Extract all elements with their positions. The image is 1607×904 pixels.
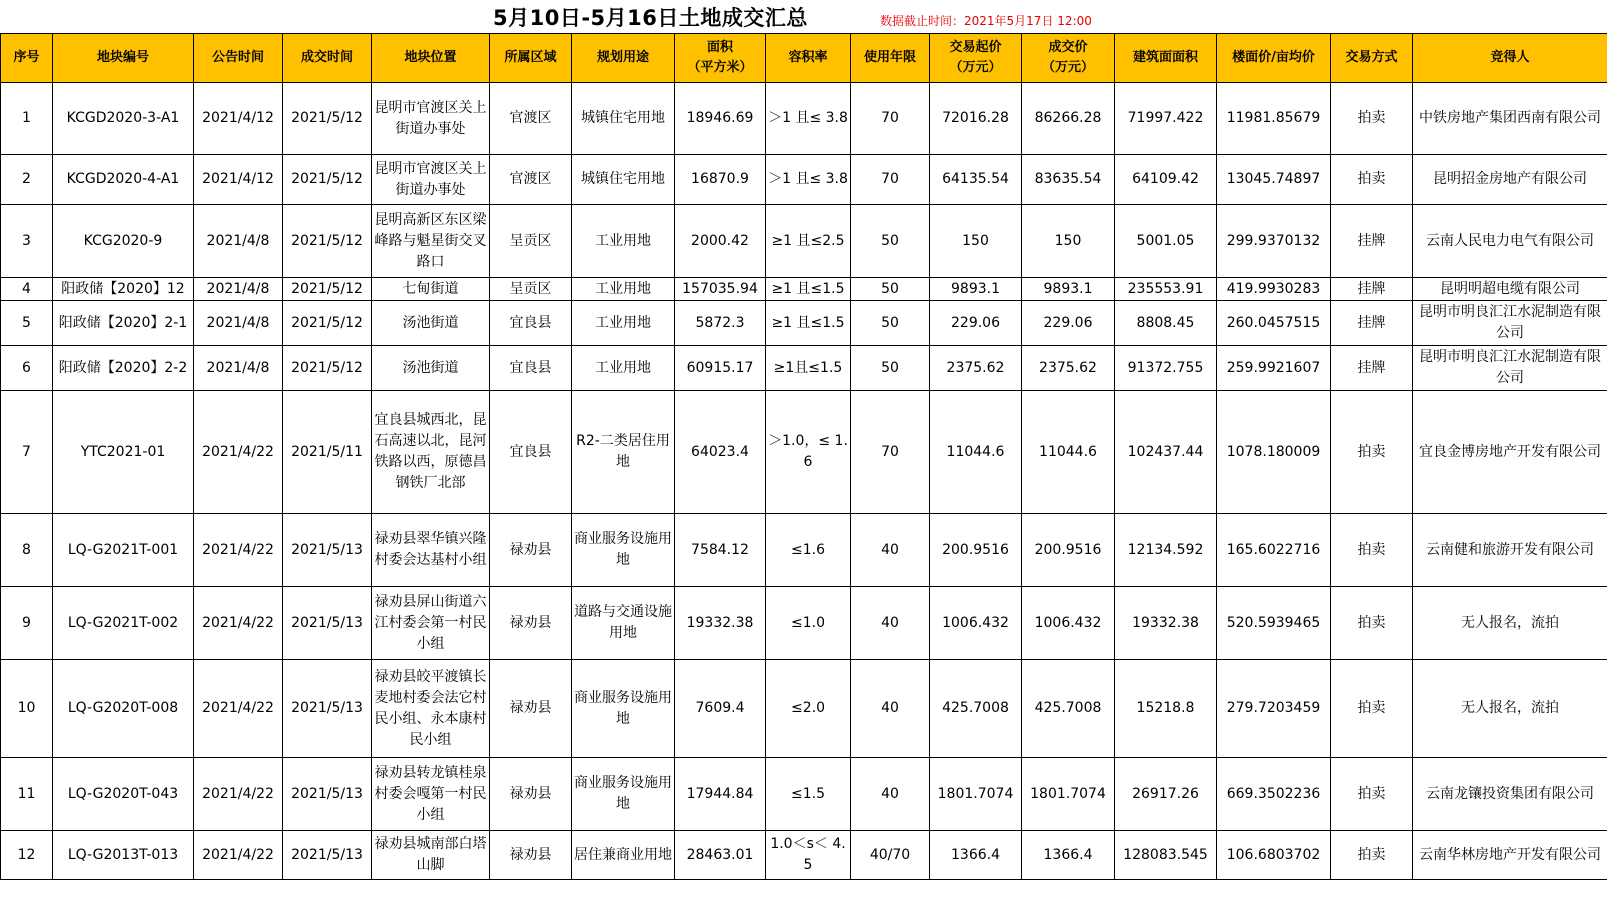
cell-deal_price: 11044.6 bbox=[1022, 391, 1115, 514]
cell-deal_price: 9893.1 bbox=[1022, 278, 1115, 301]
cell-winner: 云南华林房地产开发有限公司 bbox=[1413, 831, 1607, 880]
cell-start_price: 11044.6 bbox=[930, 391, 1022, 514]
cell-announce: 2021/4/12 bbox=[194, 155, 283, 205]
cell-far: ≤1.6 bbox=[766, 514, 851, 587]
cell-location: 禄劝县屏山街道六江村委会第一村民小组 bbox=[372, 587, 490, 660]
cell-build_area: 15218.8 bbox=[1115, 660, 1217, 758]
cell-no: 10 bbox=[1, 660, 53, 758]
cell-method: 拍卖 bbox=[1331, 587, 1413, 660]
cell-deal: 2021/5/12 bbox=[283, 205, 372, 278]
cell-code: LQ-G2021T-001 bbox=[53, 514, 194, 587]
table-row bbox=[1, 391, 1607, 514]
header-unit_price: 楼面价/亩均价 bbox=[1217, 34, 1331, 83]
cell-years: 50 bbox=[851, 301, 930, 346]
cell-years: 50 bbox=[851, 278, 930, 301]
header-code: 地块编号 bbox=[53, 34, 194, 83]
cell-use: 工业用地 bbox=[572, 278, 675, 301]
cell-no: 3 bbox=[1, 205, 53, 278]
header-build_area: 建筑面面积 bbox=[1115, 34, 1217, 83]
cell-location: 昆明市官渡区关上街道办事处 bbox=[372, 83, 490, 155]
cell-winner: 云南健和旅游开发有限公司 bbox=[1413, 514, 1607, 587]
cell-no: 8 bbox=[1, 514, 53, 587]
cell-build_area: 71997.422 bbox=[1115, 83, 1217, 155]
cell-location: 昆明市官渡区关上街道办事处 bbox=[372, 155, 490, 205]
cell-use: 商业服务设施用地 bbox=[572, 660, 675, 758]
cell-unit_price: 260.0457515 bbox=[1217, 301, 1331, 346]
cell-location: 七甸街道 bbox=[372, 278, 490, 301]
cell-method: 挂牌 bbox=[1331, 205, 1413, 278]
cell-deal: 2021/5/13 bbox=[283, 587, 372, 660]
cell-code: 阳政储【2020】2-2 bbox=[53, 346, 194, 391]
cell-deal: 2021/5/11 bbox=[283, 391, 372, 514]
cell-start_price: 150 bbox=[930, 205, 1022, 278]
cell-location: 禄劝县皎平渡镇长麦地村委会法它村民小组、永本康村民小组 bbox=[372, 660, 490, 758]
cell-method: 挂牌 bbox=[1331, 278, 1413, 301]
cell-years: 70 bbox=[851, 83, 930, 155]
header-use: 规划用途 bbox=[572, 34, 675, 83]
cell-winner: 无人报名，流拍 bbox=[1413, 660, 1607, 758]
cell-far: ≥1 且≤1.5 bbox=[766, 301, 851, 346]
cell-build_area: 5001.05 bbox=[1115, 205, 1217, 278]
cell-code: KCGD2020-3-A1 bbox=[53, 83, 194, 155]
cell-no: 6 bbox=[1, 346, 53, 391]
cell-years: 40 bbox=[851, 514, 930, 587]
cell-deal: 2021/5/12 bbox=[283, 155, 372, 205]
cell-deal_price: 229.06 bbox=[1022, 301, 1115, 346]
cell-announce: 2021/4/8 bbox=[194, 301, 283, 346]
header-announce: 公告时间 bbox=[194, 34, 283, 83]
table-row bbox=[1, 278, 1607, 301]
cell-build_area: 128083.545 bbox=[1115, 831, 1217, 880]
cell-no: 2 bbox=[1, 155, 53, 205]
cell-area: 7584.12 bbox=[675, 514, 766, 587]
cell-method: 挂牌 bbox=[1331, 301, 1413, 346]
cell-start_price: 425.7008 bbox=[930, 660, 1022, 758]
cell-district: 宜良县 bbox=[490, 301, 572, 346]
cell-location: 宜良县城西北，昆石高速以北，昆河铁路以西，原德昌钢铁厂北部 bbox=[372, 391, 490, 514]
cell-district: 呈贡区 bbox=[490, 205, 572, 278]
cell-deal_price: 1006.432 bbox=[1022, 587, 1115, 660]
cell-far: ＞1 且≤ 3.8 bbox=[766, 155, 851, 205]
cell-winner: 昆明市明良汇江水泥制造有限公司 bbox=[1413, 301, 1607, 346]
cell-build_area: 235553.91 bbox=[1115, 278, 1217, 301]
cell-years: 50 bbox=[851, 205, 930, 278]
cell-years: 50 bbox=[851, 346, 930, 391]
cell-method: 拍卖 bbox=[1331, 758, 1413, 831]
cell-announce: 2021/4/22 bbox=[194, 514, 283, 587]
cell-area: 60915.17 bbox=[675, 346, 766, 391]
cell-code: KCG2020-9 bbox=[53, 205, 194, 278]
cell-far: ＞1 且≤ 3.8 bbox=[766, 83, 851, 155]
cell-method: 拍卖 bbox=[1331, 155, 1413, 205]
cell-build_area: 26917.26 bbox=[1115, 758, 1217, 831]
cell-winner: 昆明招金房地产有限公司 bbox=[1413, 155, 1607, 205]
cell-deal: 2021/5/13 bbox=[283, 831, 372, 880]
cell-district: 禄劝县 bbox=[490, 831, 572, 880]
cell-start_price: 200.9516 bbox=[930, 514, 1022, 587]
cell-deal_price: 86266.28 bbox=[1022, 83, 1115, 155]
cell-years: 70 bbox=[851, 391, 930, 514]
cell-code: KCGD2020-4-A1 bbox=[53, 155, 194, 205]
cell-winner: 云南龙镶投资集团有限公司 bbox=[1413, 758, 1607, 831]
cell-method: 拍卖 bbox=[1331, 83, 1413, 155]
table-row bbox=[1, 346, 1607, 391]
cell-district: 禄劝县 bbox=[490, 587, 572, 660]
data-cutoff-note: 数据截止时间：2021年5月17日 12:00 bbox=[880, 14, 1092, 28]
table-row bbox=[1, 155, 1607, 205]
cell-location: 禄劝县翠华镇兴隆村委会达基村小组 bbox=[372, 514, 490, 587]
cell-deal: 2021/5/13 bbox=[283, 758, 372, 831]
cell-unit_price: 669.3502236 bbox=[1217, 758, 1331, 831]
cell-district: 禄劝县 bbox=[490, 660, 572, 758]
cell-announce: 2021/4/8 bbox=[194, 346, 283, 391]
cell-far: ≥1 且≤1.5 bbox=[766, 278, 851, 301]
cell-start_price: 229.06 bbox=[930, 301, 1022, 346]
cell-location: 禄劝县城南部白塔山脚 bbox=[372, 831, 490, 880]
cell-no: 9 bbox=[1, 587, 53, 660]
cell-use: 城镇住宅用地 bbox=[572, 155, 675, 205]
cell-use: 城镇住宅用地 bbox=[572, 83, 675, 155]
header-no: 序号 bbox=[1, 34, 53, 83]
table-row bbox=[1, 831, 1607, 880]
cell-area: 28463.01 bbox=[675, 831, 766, 880]
cell-start_price: 72016.28 bbox=[930, 83, 1022, 155]
cell-years: 70 bbox=[851, 155, 930, 205]
cell-area: 19332.38 bbox=[675, 587, 766, 660]
cell-deal_price: 2375.62 bbox=[1022, 346, 1115, 391]
cell-announce: 2021/4/22 bbox=[194, 758, 283, 831]
header-district: 所属区域 bbox=[490, 34, 572, 83]
cell-start_price: 1006.432 bbox=[930, 587, 1022, 660]
header-deal: 成交时间 bbox=[283, 34, 372, 83]
cell-build_area: 19332.38 bbox=[1115, 587, 1217, 660]
cell-start_price: 1366.4 bbox=[930, 831, 1022, 880]
cell-use: 工业用地 bbox=[572, 301, 675, 346]
cell-winner: 昆明明超电缆有限公司 bbox=[1413, 278, 1607, 301]
cell-announce: 2021/4/8 bbox=[194, 205, 283, 278]
header-deal_price: 成交价 （万元） bbox=[1022, 34, 1115, 83]
header-area: 面积 （平方米） bbox=[675, 34, 766, 83]
cell-deal_price: 1801.7074 bbox=[1022, 758, 1115, 831]
cell-area: 2000.42 bbox=[675, 205, 766, 278]
land-transaction-table bbox=[0, 33, 1607, 880]
cell-area: 157035.94 bbox=[675, 278, 766, 301]
cell-start_price: 64135.54 bbox=[930, 155, 1022, 205]
cell-method: 拍卖 bbox=[1331, 391, 1413, 514]
cell-location: 昆明高新区东区梁峰路与魁星街交叉路口 bbox=[372, 205, 490, 278]
cell-code: LQ-G2020T-008 bbox=[53, 660, 194, 758]
cell-far: ≥1 且≤2.5 bbox=[766, 205, 851, 278]
cell-unit_price: 11981.85679 bbox=[1217, 83, 1331, 155]
cell-deal: 2021/5/12 bbox=[283, 346, 372, 391]
cell-no: 5 bbox=[1, 301, 53, 346]
header-location: 地块位置 bbox=[372, 34, 490, 83]
cell-years: 40/70 bbox=[851, 831, 930, 880]
cell-area: 64023.4 bbox=[675, 391, 766, 514]
table-row bbox=[1, 83, 1607, 155]
cell-announce: 2021/4/22 bbox=[194, 660, 283, 758]
title-row bbox=[0, 0, 1607, 34]
cell-area: 5872.3 bbox=[675, 301, 766, 346]
cell-unit_price: 106.6803702 bbox=[1217, 831, 1331, 880]
cell-district: 官渡区 bbox=[490, 83, 572, 155]
cell-unit_price: 419.9930283 bbox=[1217, 278, 1331, 301]
cell-build_area: 91372.755 bbox=[1115, 346, 1217, 391]
cell-no: 12 bbox=[1, 831, 53, 880]
cell-deal: 2021/5/12 bbox=[283, 83, 372, 155]
cell-announce: 2021/4/8 bbox=[194, 278, 283, 301]
cell-build_area: 8808.45 bbox=[1115, 301, 1217, 346]
cell-unit_price: 259.9921607 bbox=[1217, 346, 1331, 391]
cell-far: ≤1.5 bbox=[766, 758, 851, 831]
cell-unit_price: 165.6022716 bbox=[1217, 514, 1331, 587]
cell-deal_price: 425.7008 bbox=[1022, 660, 1115, 758]
cell-deal: 2021/5/13 bbox=[283, 660, 372, 758]
cell-location: 汤池街道 bbox=[372, 301, 490, 346]
cell-no: 1 bbox=[1, 83, 53, 155]
cell-use: 商业服务设施用地 bbox=[572, 514, 675, 587]
cell-far: ＞1.0，≤ 1.6 bbox=[766, 391, 851, 514]
cell-deal: 2021/5/12 bbox=[283, 301, 372, 346]
cell-build_area: 64109.42 bbox=[1115, 155, 1217, 205]
cell-unit_price: 299.9370132 bbox=[1217, 205, 1331, 278]
cell-winner: 云南人民电力电气有限公司 bbox=[1413, 205, 1607, 278]
header-start_price: 交易起价 （万元） bbox=[930, 34, 1022, 83]
cell-no: 4 bbox=[1, 278, 53, 301]
cell-build_area: 102437.44 bbox=[1115, 391, 1217, 514]
cell-method: 拍卖 bbox=[1331, 660, 1413, 758]
cell-winner: 宜良金博房地产开发有限公司 bbox=[1413, 391, 1607, 514]
cell-far: ≥1且≤1.5 bbox=[766, 346, 851, 391]
cell-start_price: 1801.7074 bbox=[930, 758, 1022, 831]
header-method: 交易方式 bbox=[1331, 34, 1413, 83]
cell-area: 16870.9 bbox=[675, 155, 766, 205]
cell-deal_price: 200.9516 bbox=[1022, 514, 1115, 587]
header-far: 容积率 bbox=[766, 34, 851, 83]
cell-no: 11 bbox=[1, 758, 53, 831]
cell-area: 18946.69 bbox=[675, 83, 766, 155]
cell-code: 阳政储【2020】12 bbox=[53, 278, 194, 301]
cell-district: 宜良县 bbox=[490, 391, 572, 514]
table-row bbox=[1, 205, 1607, 278]
cell-far: ≤2.0 bbox=[766, 660, 851, 758]
cell-area: 17944.84 bbox=[675, 758, 766, 831]
cell-deal: 2021/5/12 bbox=[283, 278, 372, 301]
header-row bbox=[1, 34, 1607, 83]
cell-no: 7 bbox=[1, 391, 53, 514]
table-row bbox=[1, 660, 1607, 758]
cell-code: 阳政储【2020】2-1 bbox=[53, 301, 194, 346]
cell-years: 40 bbox=[851, 587, 930, 660]
cell-deal_price: 83635.54 bbox=[1022, 155, 1115, 205]
cell-code: LQ-G2013T-013 bbox=[53, 831, 194, 880]
cell-announce: 2021/4/22 bbox=[194, 587, 283, 660]
cell-winner: 昆明市明良汇江水泥制造有限公司 bbox=[1413, 346, 1607, 391]
cell-build_area: 12134.592 bbox=[1115, 514, 1217, 587]
table-row bbox=[1, 758, 1607, 831]
cell-code: YTC2021-01 bbox=[53, 391, 194, 514]
cell-announce: 2021/4/22 bbox=[194, 831, 283, 880]
cell-far: 1.0＜s＜ 4.5 bbox=[766, 831, 851, 880]
cell-deal_price: 1366.4 bbox=[1022, 831, 1115, 880]
cell-code: LQ-G2020T-043 bbox=[53, 758, 194, 831]
cell-use: 工业用地 bbox=[572, 205, 675, 278]
cell-winner: 中铁房地产集团西南有限公司 bbox=[1413, 83, 1607, 155]
cell-far: ≤1.0 bbox=[766, 587, 851, 660]
cell-district: 禄劝县 bbox=[490, 514, 572, 587]
cell-district: 官渡区 bbox=[490, 155, 572, 205]
cell-winner: 无人报名，流拍 bbox=[1413, 587, 1607, 660]
table-row bbox=[1, 301, 1607, 346]
cell-district: 呈贡区 bbox=[490, 278, 572, 301]
cell-method: 拍卖 bbox=[1331, 514, 1413, 587]
table-row bbox=[1, 514, 1607, 587]
cell-years: 40 bbox=[851, 758, 930, 831]
table-row bbox=[1, 587, 1607, 660]
cell-district: 宜良县 bbox=[490, 346, 572, 391]
cell-district: 禄劝县 bbox=[490, 758, 572, 831]
cell-start_price: 2375.62 bbox=[930, 346, 1022, 391]
cell-location: 禄劝县转龙镇桂泉村委会嘎第一村民小组 bbox=[372, 758, 490, 831]
cell-area: 7609.4 bbox=[675, 660, 766, 758]
cell-use: R2-二类居住用地 bbox=[572, 391, 675, 514]
cell-unit_price: 1078.180009 bbox=[1217, 391, 1331, 514]
cell-deal_price: 150 bbox=[1022, 205, 1115, 278]
header-winner: 竞得人 bbox=[1413, 34, 1607, 83]
header-years: 使用年限 bbox=[851, 34, 930, 83]
cell-method: 挂牌 bbox=[1331, 346, 1413, 391]
cell-use: 商业服务设施用地 bbox=[572, 758, 675, 831]
cell-method: 拍卖 bbox=[1331, 831, 1413, 880]
cell-location: 汤池街道 bbox=[372, 346, 490, 391]
page-title: 5月10日-5月16日土地成交汇总 bbox=[493, 6, 808, 30]
cell-deal: 2021/5/13 bbox=[283, 514, 372, 587]
cell-announce: 2021/4/12 bbox=[194, 83, 283, 155]
cell-unit_price: 13045.74897 bbox=[1217, 155, 1331, 205]
cell-use: 工业用地 bbox=[572, 346, 675, 391]
table-body bbox=[1, 83, 1607, 880]
cell-unit_price: 279.7203459 bbox=[1217, 660, 1331, 758]
cell-code: LQ-G2021T-002 bbox=[53, 587, 194, 660]
cell-years: 40 bbox=[851, 660, 930, 758]
cell-unit_price: 520.5939465 bbox=[1217, 587, 1331, 660]
cell-announce: 2021/4/22 bbox=[194, 391, 283, 514]
cell-start_price: 9893.1 bbox=[930, 278, 1022, 301]
cell-use: 居住兼商业用地 bbox=[572, 831, 675, 880]
cell-use: 道路与交通设施用地 bbox=[572, 587, 675, 660]
